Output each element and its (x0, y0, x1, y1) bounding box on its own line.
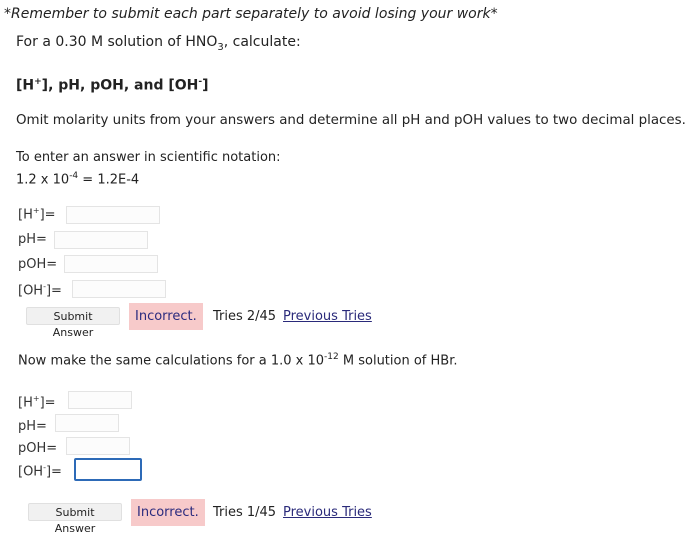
part1-poh-label: pOH= (18, 257, 58, 272)
part2-oh-label-open: [OH (18, 464, 44, 480)
part1-h-input[interactable] (66, 206, 160, 224)
part2-prompt (18, 352, 457, 368)
part1-incorrect-badge: Incorrect. (129, 303, 203, 330)
intro-suffix: , calculate: (223, 34, 301, 50)
sci-notation-heading: To enter an answer in scientific notation: (16, 150, 281, 165)
part1-h-label-open: [H (18, 207, 33, 223)
targets-h-close: ], pH, pOH, and (41, 77, 169, 94)
part2-h-input[interactable] (68, 391, 132, 409)
part1-oh-label-close: ]= (45, 283, 62, 299)
part1-h-label-close: ]= (39, 207, 56, 223)
part2-oh-label (18, 463, 62, 479)
targets-oh-open: [OH (168, 77, 199, 94)
sci-example-result: = 1.2E-4 (78, 172, 140, 188)
part2-h-label (18, 394, 56, 410)
part2-poh-label: pOH= (18, 441, 58, 456)
targets-heading (16, 77, 209, 94)
part2-previous-tries-link[interactable]: Previous Tries (283, 505, 372, 520)
part2-h-label-sup: + (32, 394, 40, 403)
targets-h-open: [H (16, 77, 35, 94)
part1-ph-input[interactable] (54, 231, 148, 249)
part1-oh-label-open: [OH (18, 283, 44, 299)
part2-ph-input[interactable] (55, 414, 119, 432)
part1-h-label-sup: + (32, 206, 40, 215)
part2-incorrect-badge: Incorrect. (131, 499, 205, 526)
sci-example-base: 1.2 x 10 (16, 172, 70, 188)
part1-oh-input[interactable] (72, 280, 166, 298)
part1-h-label (18, 206, 56, 222)
problem-intro (16, 34, 301, 53)
instructions-text: Omit molarity units from your answers and determine all pH and pOH values to two decimal places. (16, 113, 686, 128)
part2-prompt-prefix: Now make the same calculations for a 1.0 x 10 (18, 353, 325, 369)
intro-prefix: For a 0.30 M solution of HNO (16, 34, 218, 50)
targets-h-sup: + (34, 77, 42, 87)
part1-poh-input[interactable] (64, 255, 158, 273)
targets-oh-close: ] (202, 77, 209, 94)
part2-ph-label: pH= (18, 419, 47, 434)
part2-h-label-close: ]= (39, 395, 56, 411)
part1-oh-label (18, 282, 62, 298)
part2-oh-label-close: ]= (45, 464, 62, 480)
part1-oh-label-sup: - (43, 282, 46, 291)
part2-oh-label-sup: - (43, 463, 46, 472)
reminder-note: *Remember to submit each part separately to avoid losing your work* (4, 6, 498, 22)
part2-poh-input[interactable] (66, 437, 130, 455)
part2-prompt-exp: -12 (324, 352, 339, 362)
part2-h-label-open: [H (18, 395, 33, 411)
part2-tries-count: Tries 1/45 (213, 505, 277, 520)
part2-oh-input[interactable] (74, 458, 142, 481)
sci-example-exp: -4 (69, 171, 79, 181)
intro-subscript: 3 (217, 41, 224, 53)
part2-submit-button[interactable]: Submit Answer (28, 503, 122, 521)
targets-oh-sup: - (198, 77, 203, 87)
part2-prompt-suffix: M solution of HBr. (338, 353, 458, 369)
part1-ph-label: pH= (18, 232, 47, 247)
sci-notation-example (16, 171, 139, 187)
part1-submit-button[interactable]: Submit Answer (26, 307, 120, 325)
part1-previous-tries-link[interactable]: Previous Tries (283, 309, 372, 324)
part1-tries-count: Tries 2/45 (213, 309, 277, 324)
